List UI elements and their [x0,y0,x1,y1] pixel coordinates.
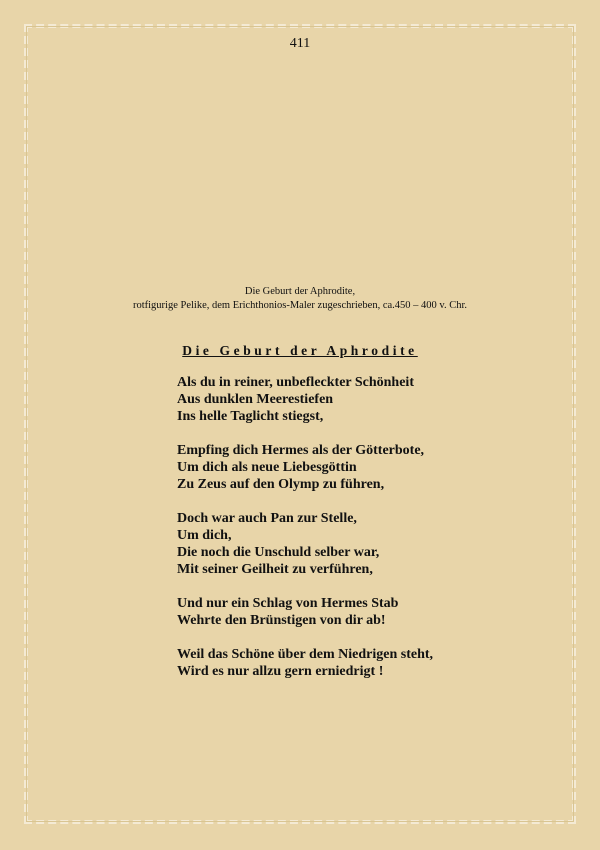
stanza [177,374,537,425]
stanza [177,442,537,493]
poem-title: Die Geburt der Aphrodite [182,343,418,358]
image-caption [40,285,560,313]
poem-body [177,374,537,697]
poem-line: Ins helle Taglicht stiegst, [177,409,324,424]
stanza [177,510,537,578]
poem-line: Doch war auch Pan zur Stelle, [177,511,357,526]
poem-line: Aus dunklen Meerestiefen [177,392,334,407]
stanza [177,595,537,629]
poem-line: Empfing dich Hermes als der Götterbote, [177,443,425,458]
poem-line: Zu Zeus auf den Olymp zu führen, [177,477,385,492]
poem-line: Um dich, [177,528,232,543]
poem-line: Als du in reiner, unbefleckter Schönheit [177,375,414,390]
poem-line: Mit seiner Geilheit zu verführen, [177,562,373,577]
caption-line-1: Die Geburt der Aphrodite, [244,286,356,297]
page-number: 411 [289,36,311,51]
caption-line-2: rotfigurige Pelike, dem Erichthonios-Maler zugeschrieben, ca.450 – 400 v. Chr. [132,300,468,311]
stanza [177,646,537,680]
poem-line: Und nur ein Schlag von Hermes Stab [177,596,399,611]
poem-line: Wehrte den Brünstigen von dir ab! [177,613,386,628]
poem-line: Wird es nur allzu gern erniedrigt ! [177,664,384,679]
poem-line: Die noch die Unschuld selber war, [177,545,380,560]
poem-line: Weil das Schöne über dem Niedrigen steht, [177,647,434,662]
poem-line: Um dich als neue Liebesgöttin [177,460,357,475]
